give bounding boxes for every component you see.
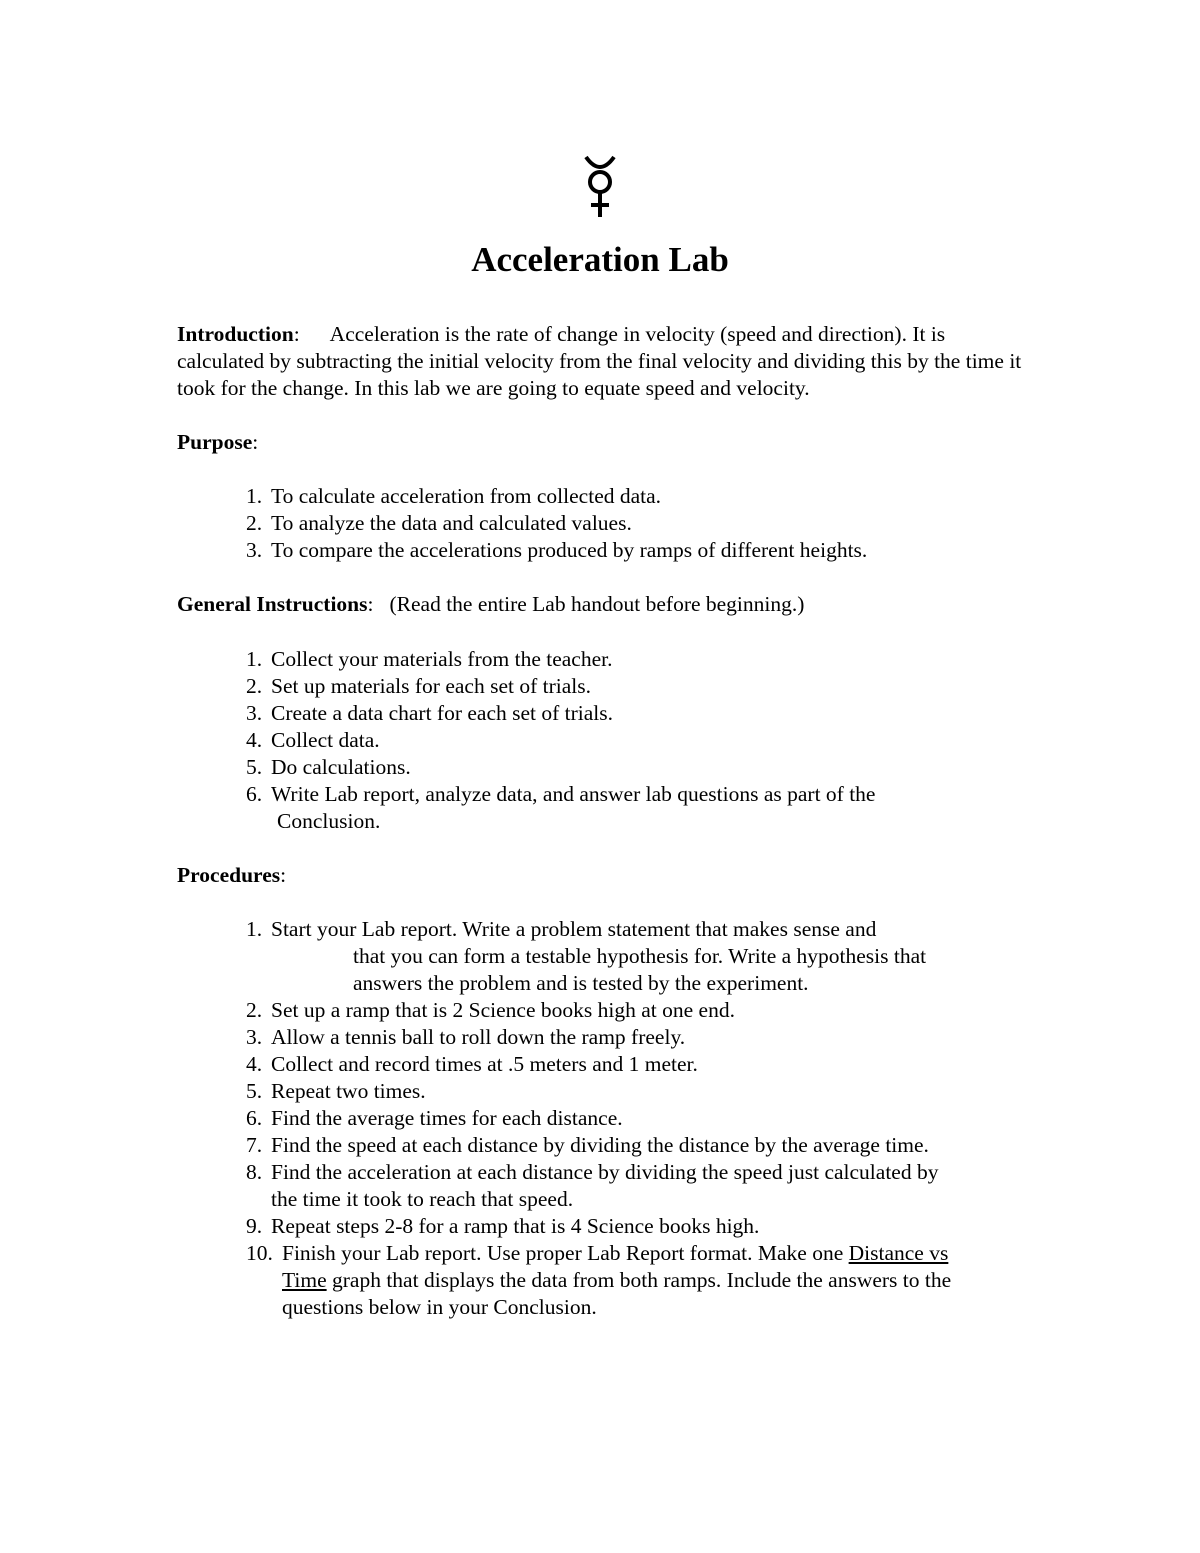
list-item: 6. Write Lab report, analyze data, and answer lab questions as part of the Conclusion. xyxy=(246,782,876,833)
list-item: 5. Repeat two times. xyxy=(246,1079,426,1103)
list-item: 4. Collect and record times at .5 meters and 1 meter. xyxy=(246,1052,698,1076)
list-item: 2. Set up materials for each set of trials. xyxy=(246,674,592,698)
list-item: 6. Find the average times for each distance. xyxy=(246,1106,623,1130)
list-item: 7. Find the speed at each distance by dividing the distance by the average time. xyxy=(246,1133,929,1157)
list-item: 1. To calculate acceleration from collected data. xyxy=(246,484,662,508)
introduction-section: Introduction: Acceleration is the rate of change in velocity (speed and direction). It is calculated by subtracting the initial velocity from the final velocity and dividing this by the time it took for the change. In this lab we are going to equate speed and velocity. xyxy=(177,322,1022,400)
list-item: 2. To analyze the data and calculated values. xyxy=(246,511,632,535)
list-item: 8. Find the acceleration at each distance by dividing the speed just calculated by the time it took to reach that speed. xyxy=(246,1160,939,1211)
procedures-list xyxy=(246,916,1076,1321)
list-item: 9. Repeat steps 2-8 for a ramp that is 4 Science books high. xyxy=(246,1214,760,1238)
distance-vs-underlined-text: Distance vs xyxy=(848,1241,949,1265)
list-item: 10. Finish your Lab report. Use proper Lab Report format. Make one Distance vs Time graph that displays the data from both ramps. Include the answers to the questions below in your Conclusion. xyxy=(246,1241,952,1319)
general-instructions-heading: General Instructions: (Read the entire Lab handout before beginning.) xyxy=(177,592,805,616)
list-item: 1. Collect your materials from the teacher. xyxy=(246,647,613,671)
general-instructions-note: (Read the entire Lab handout before beginning.) xyxy=(389,592,805,616)
list-item: 1. Start your Lab report. Write a problem statement that makes sense and that you can form a testable hypothesis for. Write a hypothesis that answers the problem and is tested by the experiment. xyxy=(246,917,927,995)
introduction-label: Introduction xyxy=(177,322,294,346)
list-item: 2. Set up a ramp that is 2 Science books high at one end. xyxy=(246,998,735,1022)
purpose-list xyxy=(246,483,1046,564)
procedures-heading: Procedures: xyxy=(177,863,287,887)
mercury-symbol-icon xyxy=(580,155,620,219)
page-title: Acceleration Lab xyxy=(471,240,729,279)
list-item: 3. Allow a tennis ball to roll down the ramp freely. xyxy=(246,1025,686,1049)
purpose-label: Purpose xyxy=(177,430,253,454)
list-item: 3. Create a data chart for each set of trials. xyxy=(246,701,614,725)
purpose-heading: Purpose: xyxy=(177,430,259,454)
general-instructions-label: General Instructions xyxy=(177,592,368,616)
procedures-label: Procedures xyxy=(177,863,281,887)
general-instructions-list xyxy=(246,646,1046,835)
list-item: 4. Collect data. xyxy=(246,728,380,752)
list-item: 3. To compare the accelerations produced by ramps of different heights. xyxy=(246,538,868,562)
introduction-text: Acceleration is the rate of change in velocity (speed and direction). It is calculated by subtracting the initial velocity from the final velocity and dividing this by the time it took for the change. In this lab we are going to equate speed and velocity. xyxy=(177,322,1022,400)
list-item: 5. Do calculations. xyxy=(246,755,411,779)
time-underlined-text: Time xyxy=(282,1268,327,1292)
